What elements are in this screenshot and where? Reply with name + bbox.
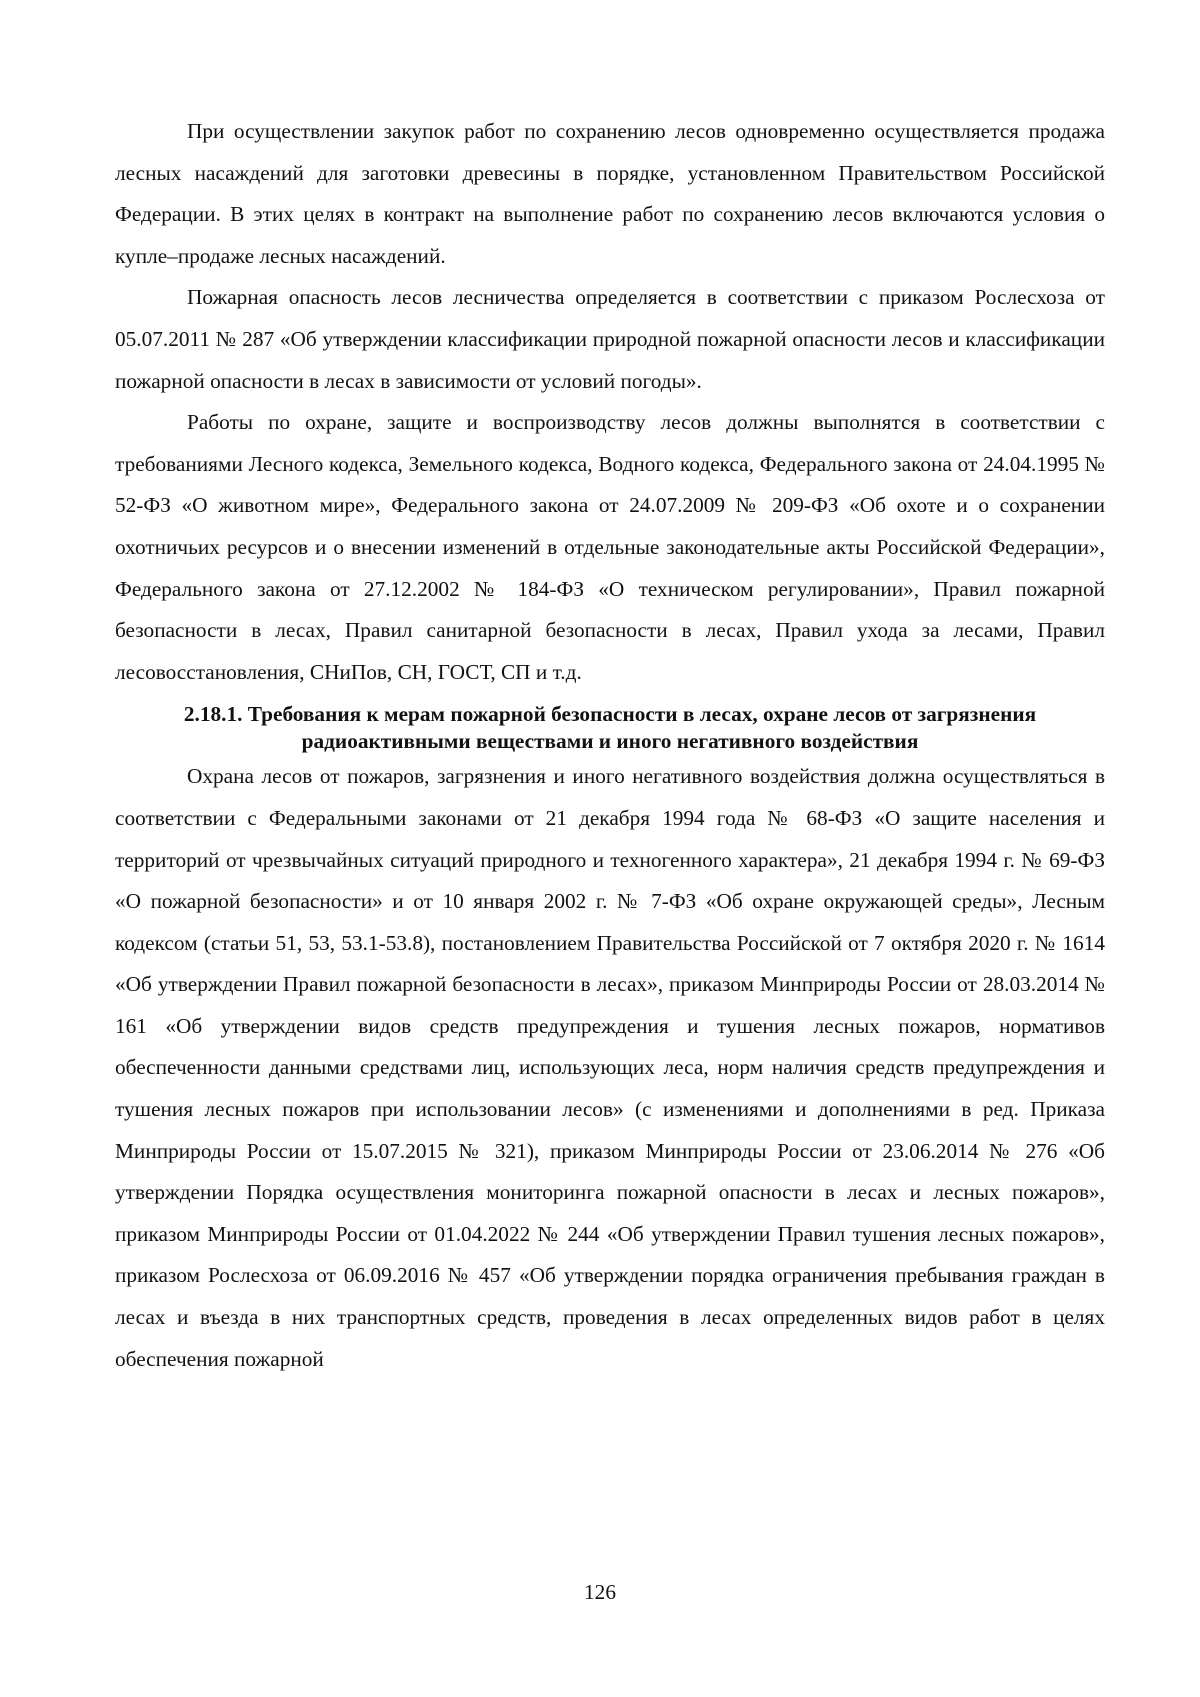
- paragraph-fire-danger: Пожарная опасность лесов лесничества определяется в соответствии с приказом Рослесхоза от 05.07.2011 № 287 «Об утверждении классификации природной пожарной опасности лесов и классификации пожарной опасности в лесах в зависимости от условий погоды».: [115, 285, 1105, 393]
- paragraph-forest-protection: Охрана лесов от пожаров, загрязнения и иного негативного воздействия должна осуществляться в соответствии с Федеральными законами от 21 декабря 1994 года № 68-ФЗ «О защите населения и территорий от чрезвычайных ситуаций природного и техногенного характера», 21 декабря 1994 г. № 69-ФЗ «О пожарной безопасности» и от 10 января 2002 г. № 7-ФЗ «Об охране окружающей среды», Лесным кодексом (статьи 51, 53, 53.1-53.8), постановлением Правительства Российской от 7 октября 2020 г. № 1614 «Об утверждении Правил пожарной безопасности в лесах», приказом Минприроды России от 28.03.2014 № 161 «Об утверждении видов средств предупреждения и тушения лесных пожаров, нормативов обеспеченности данными средствами лиц, использующих леса, норм наличия средств предупреждения и тушения лесных пожаров при использовании лесов» (с изменениями и дополнениями в ред. Приказа Минприроды России от 15.07.2015 № 321), приказом Минприроды России от 23.06.2014 № 276 «Об утверждении Порядка осуществления мониторинга пожарной опасности в лесах и лесных пожаров», приказом Минприроды России от 01.04.2022 № 244 «Об утверждении Правил тушения лесных пожаров», приказом Рослесхоза от 06.09.2016 № 457 «Об утверждении порядка ограничения пребывания граждан в лесах и въезда в них транспортных средств, проведения в лесах определенных видов работ в целях обеспечения пожарной: [115, 764, 1105, 1371]
- page-number: 126: [584, 1580, 616, 1604]
- document-body: [115, 111, 1105, 1380]
- paragraph-procurement: При осуществлении закупок работ по сохранению лесов одновременно осуществляется продажа лесных насаждений для заготовки древесины в порядке, установленном Правительством Российской Федерации. В этих целях в контракт на выполнение работ по сохранению лесов включаются условия о купле–продаже лесных насаждений.: [115, 119, 1105, 268]
- paragraph-legal-requirements: Работы по охране, защите и воспроизводству лесов должны выполнятся в соответствии с требованиями Лесного кодекса, Земельного кодекса, Водного кодекса, Федерального закона от 24.04.1995 № 52-ФЗ «О животном мире», Федерального закона от 24.07.2009 № 209-ФЗ «Об охоте и о сохранении охотничьих ресурсов и о внесении изменений в отдельные законодательные акты Российской Федерации», Федерального закона от 27.12.2002 № 184-ФЗ «О техническом регулировании», Правил пожарной безопасности в лесах, Правил санитарной безопасности в лесах, Правил ухода за лесами, Правил лесовосстановления, СНиПов, СН, ГОСТ, СП и т.д.: [115, 410, 1105, 684]
- section-heading: 2.18.1. Требования к мерам пожарной безопасности в лесах, охране лесов от загрязнения радиоактивными веществами и иного негативного воздействия: [183, 702, 1037, 754]
